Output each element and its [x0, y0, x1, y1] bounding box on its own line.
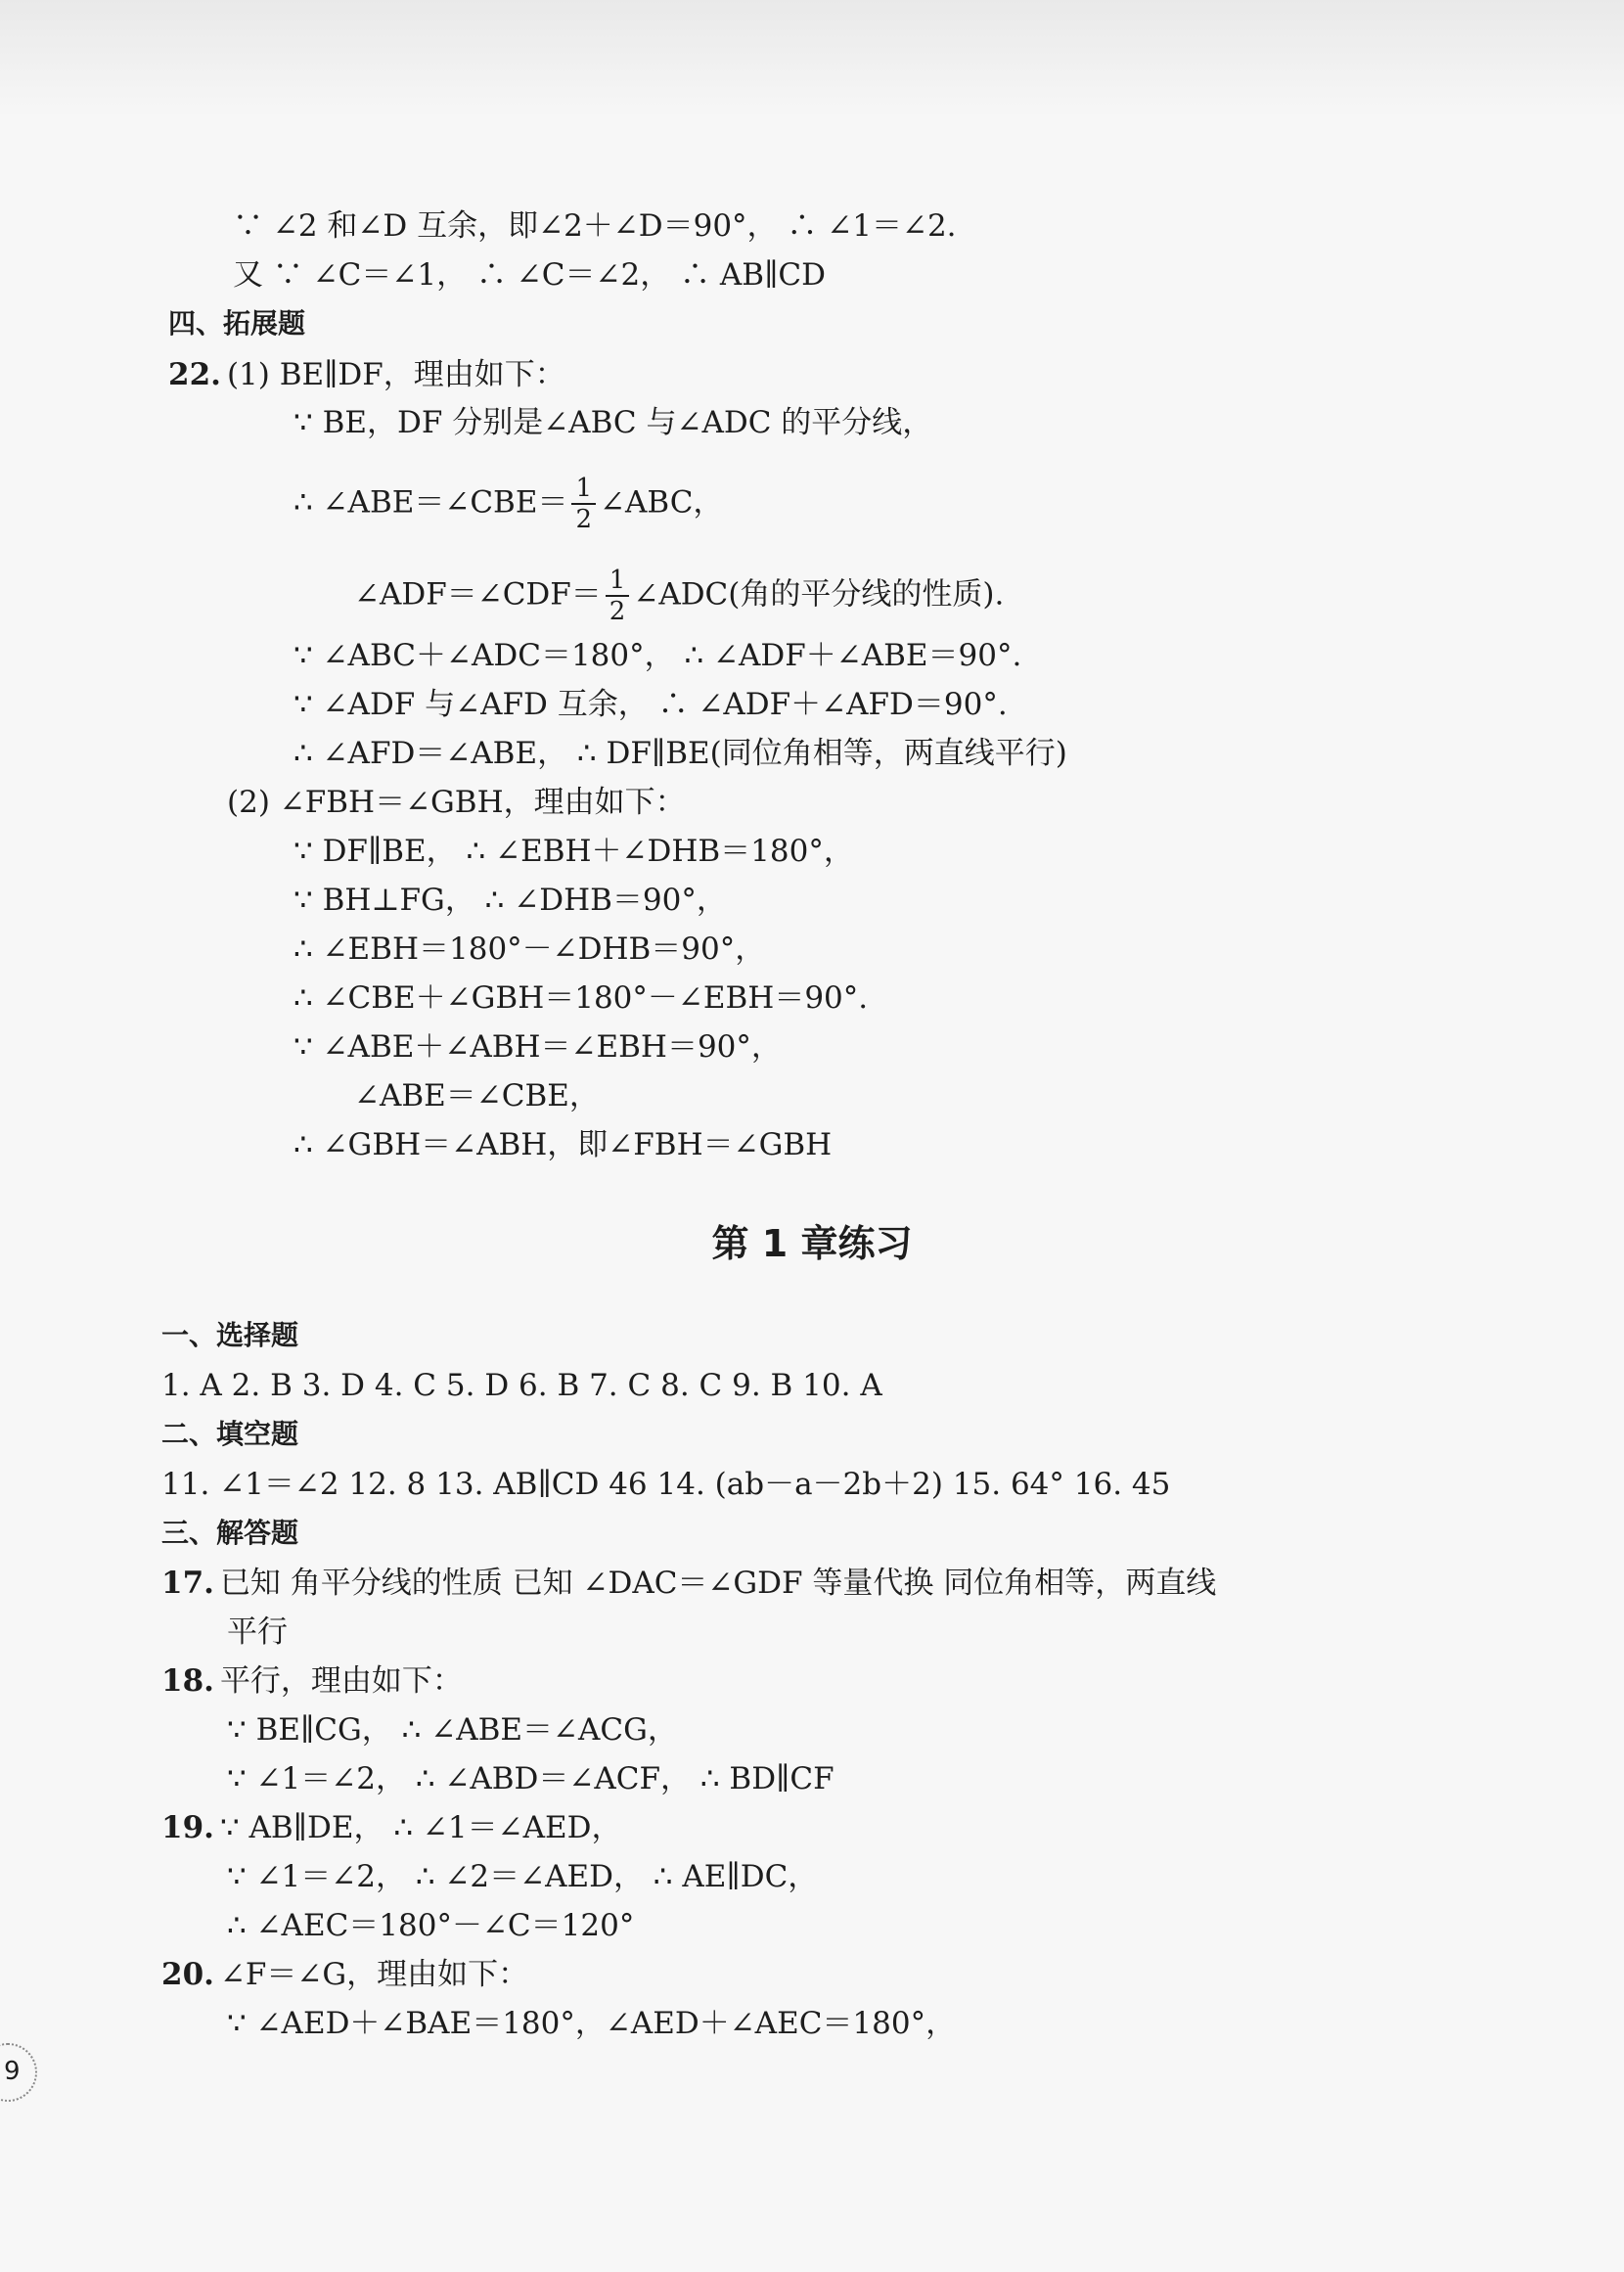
question-18 — [161, 1661, 463, 1701]
answer-line: ∠F＝∠G，理由如下： — [219, 1957, 529, 1992]
answer-line: ∵ ∠1＝∠2， ∴ ∠ABD＝∠ACF， ∴ BD∥CF — [227, 1761, 835, 1796]
answer-line: ∵ DF∥BE， ∴ ∠EBH＋∠DHB＝180°， — [293, 834, 854, 869]
question-19 — [161, 1808, 621, 1847]
section-heading-solve: 三、解答题 — [161, 1517, 299, 1549]
page-number-badge — [0, 2043, 37, 2102]
expression-part: ∠ADC(角的平分线的性质). — [633, 576, 1005, 613]
fraction-denominator: 2 — [609, 597, 626, 626]
question-22 — [168, 355, 565, 394]
expression-part: ∠ADF＝∠CDF＝ — [354, 576, 602, 613]
question-20 — [161, 1955, 528, 1994]
question-number: 18. — [161, 1663, 214, 1699]
section-heading-fill: 二、填空题 — [161, 1418, 299, 1450]
answer-line-fraction — [354, 566, 1004, 626]
answer-line: 又 ∵ ∠C＝∠1， ∴ ∠C＝∠2， ∴ AB∥CD — [233, 257, 826, 293]
answer-line: ∵ ∠1＝∠2， ∴ ∠2＝∠AED， ∴ AE∥DC， — [227, 1859, 819, 1894]
question-17 — [161, 1564, 1216, 1603]
answer-line: ∵ ∠ADF 与∠AFD 互余， ∴ ∠ADF＋∠AFD＝90°. — [293, 687, 1008, 722]
choice-answers: 1. A 2. B 3. D 4. C 5. D 6. B 7. C 8. C 9. B 10. A — [161, 1368, 882, 1403]
answer-line: ∠ABE＝∠CBE， — [354, 1078, 600, 1113]
question-number: 20. — [161, 1957, 214, 1992]
fraction-numerator: 1 — [606, 566, 630, 597]
answer-line: 已知 角平分线的性质 已知 ∠DAC＝∠GDF 等量代换 同位角相等，两直线 — [219, 1566, 1217, 1601]
answer-line: ∴ ∠EBH＝180°－∠DHB＝90°， — [293, 932, 766, 967]
page-number: 9 — [4, 2057, 21, 2086]
question-number: 19. — [161, 1810, 214, 1845]
answer-line: ∵ ∠ABE＋∠ABH＝∠EBH＝90°， — [293, 1029, 782, 1065]
answer-line: ∵ AB∥DE， ∴ ∠1＝∠AED， — [219, 1810, 622, 1845]
fraction-one-half — [606, 566, 630, 626]
section-heading-choice: 一、选择题 — [161, 1319, 299, 1351]
question-number: 17. — [161, 1566, 214, 1601]
answer-line: ∵ ∠2 和∠D 互余，即∠2＋∠D＝90°， ∴ ∠1＝∠2. — [233, 208, 957, 244]
fraction-one-half — [571, 474, 596, 534]
answer-line: (2) ∠FBH＝∠GBH，理由如下： — [227, 785, 686, 820]
fraction-numerator: 1 — [571, 474, 596, 505]
answer-line: ∴ ∠AEC＝180°－∠C＝120° — [227, 1908, 635, 1943]
answer-line: ∵ ∠ABC＋∠ADC＝180°， ∴ ∠ADF＋∠ABE＝90°. — [293, 638, 1022, 673]
page-top-band — [0, 0, 1624, 117]
answer-line: ∴ ∠CBE＋∠GBH＝180°－∠EBH＝90°. — [293, 980, 869, 1016]
answer-line: ∵ ∠AED＋∠BAE＝180°，∠AED＋∠AEC＝180°， — [227, 2006, 957, 2041]
section-heading-extension: 四、拓展题 — [168, 307, 306, 340]
expression-part: ∴ ∠ABE＝∠CBE＝ — [293, 484, 568, 521]
answer-line: ∵ BE∥CG， ∴ ∠ABE＝∠ACG， — [227, 1712, 678, 1748]
answer-line: ∵ BE，DF 分别是∠ABC 与∠ADC 的平分线， — [293, 405, 933, 440]
chapter-title: 第 1 章练习 — [711, 1222, 913, 1265]
answer-line-fraction — [293, 474, 723, 534]
fraction-denominator: 2 — [575, 505, 592, 534]
fill-answers: 11. ∠1＝∠2 12. 8 13. AB∥CD 46 14. (ab－a－2b＋2) 15. 64° 16. 45 — [161, 1467, 1171, 1502]
answer-line: (1) BE∥DF，理由如下： — [226, 357, 565, 392]
answer-line: 平行 — [227, 1614, 288, 1650]
answer-line: ∴ ∠GBH＝∠ABH，即∠FBH＝∠GBH — [293, 1127, 833, 1162]
question-number: 22. — [168, 357, 221, 392]
answer-line: ∵ BH⊥FG， ∴ ∠DHB＝90°， — [293, 883, 727, 918]
expression-part: ∠ABC， — [600, 484, 724, 521]
answer-line: ∴ ∠AFD＝∠ABE， ∴ DF∥BE(同位角相等，两直线平行) — [293, 736, 1067, 771]
answer-line: 平行，理由如下： — [219, 1663, 463, 1699]
